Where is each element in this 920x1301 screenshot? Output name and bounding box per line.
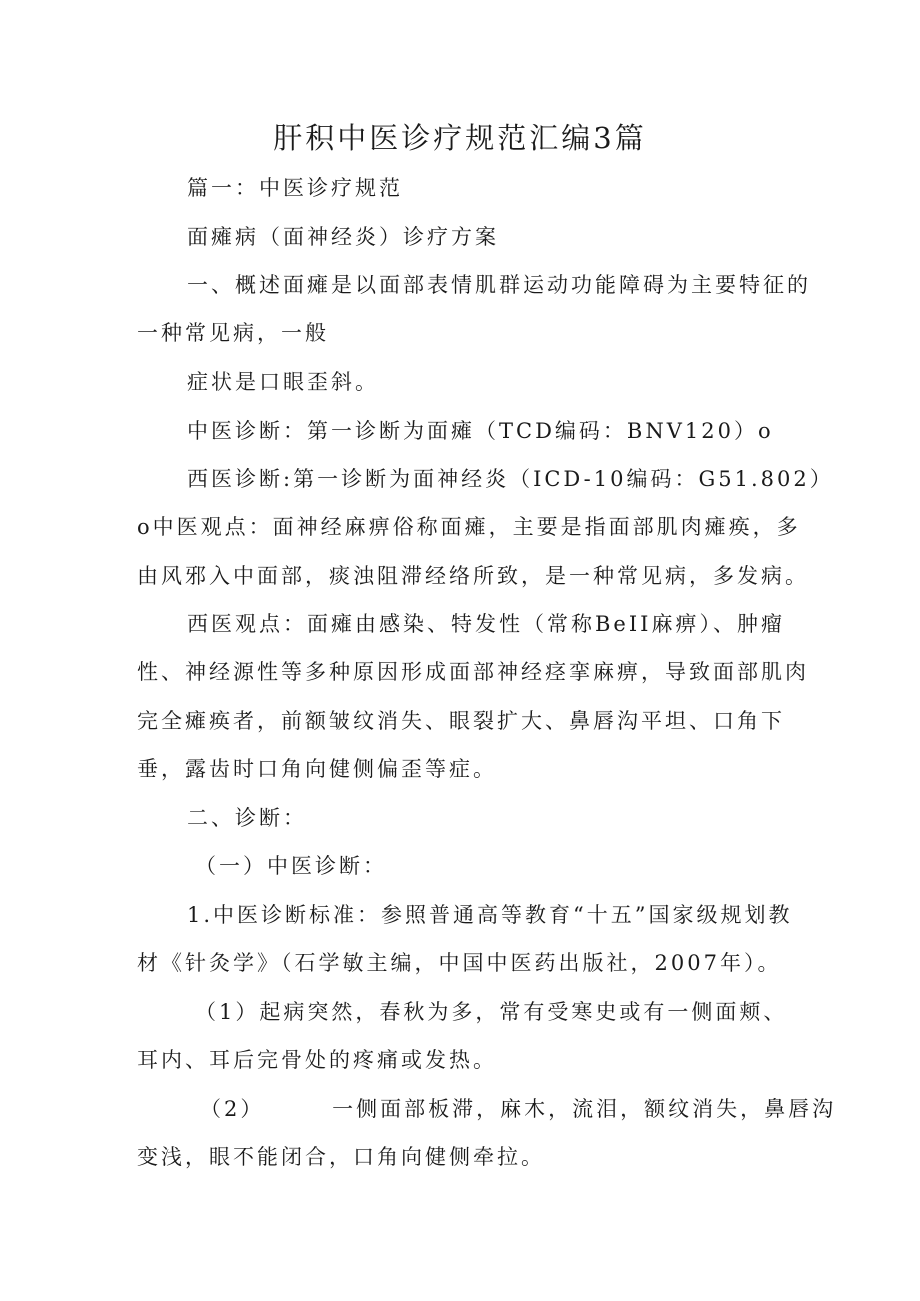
protocol-title: 面瘫病（面神经炎）诊疗方案: [187, 225, 499, 249]
tcm-view-line-2: 由风邪入中面部，痰浊阻滞经络所致，是一种常见病，多发病。: [137, 564, 809, 588]
criteria-line-2: 材《针灸学》（石学敏主编，中国中医药出版社，2007年）。: [137, 951, 782, 975]
tcm-diagnosis-line: 中医诊断：第一诊断为面瘫（TCD编码：BNV120）o: [187, 419, 774, 443]
section-heading-part-one: 篇一：中医诊疗规范: [187, 176, 403, 200]
subsection-heading-tcm-diagnosis: （一）中医诊断：: [195, 854, 387, 878]
western-diagnosis-line: 西医诊断:第一诊断为面神经炎（ICD-10编码：G51.802）: [187, 467, 834, 491]
western-view-line-1: 西医观点：面瘫由感染、特发性（常称BeII麻痹）、肿瘤: [187, 612, 785, 636]
western-view-line-3: 完全瘫痪者，前额皱纹消失、眼裂扩大、鼻唇沟平坦、口角下: [137, 709, 785, 733]
criterion-2-line-1: （2） 一侧面部板滞，麻木，流泪，额纹消失，鼻唇沟: [200, 1097, 837, 1121]
section-heading-diagnosis: 二、诊断：: [187, 806, 307, 830]
overview-line-1: 一、概述面瘫是以面部表情肌群运动功能障碍为主要特征的: [187, 273, 811, 297]
criterion-1-line-2: 耳内、耳后完骨处的疼痛或发热。: [137, 1048, 497, 1072]
tcm-view-line-1: o中医观点：面神经麻痹俗称面瘫，主要是指面部肌肉瘫痪，多: [137, 515, 801, 539]
criteria-line-1: 1.中医诊断标准：参照普通高等教育“十五”国家级规划教: [187, 903, 793, 927]
criterion-2-line-2: 变浅，眼不能闭合，口角向健侧牵拉。: [137, 1145, 545, 1169]
overview-line-2: 一种常见病，一般: [137, 321, 329, 345]
document-title: 肝积中医诊疗规范汇编3篇: [273, 121, 647, 155]
criterion-1-line-1: （1）起病突然，春秋为多，常有受寒史或有一侧面颊、: [195, 1000, 788, 1024]
symptom-line: 症状是口眼歪斜。: [187, 370, 379, 394]
western-view-line-2: 性、神经源性等多种原因形成面部神经痉挛麻痹，导致面部肌肉: [137, 660, 809, 684]
western-view-line-4: 垂，露齿时口角向健侧偏歪等症。: [137, 757, 497, 781]
